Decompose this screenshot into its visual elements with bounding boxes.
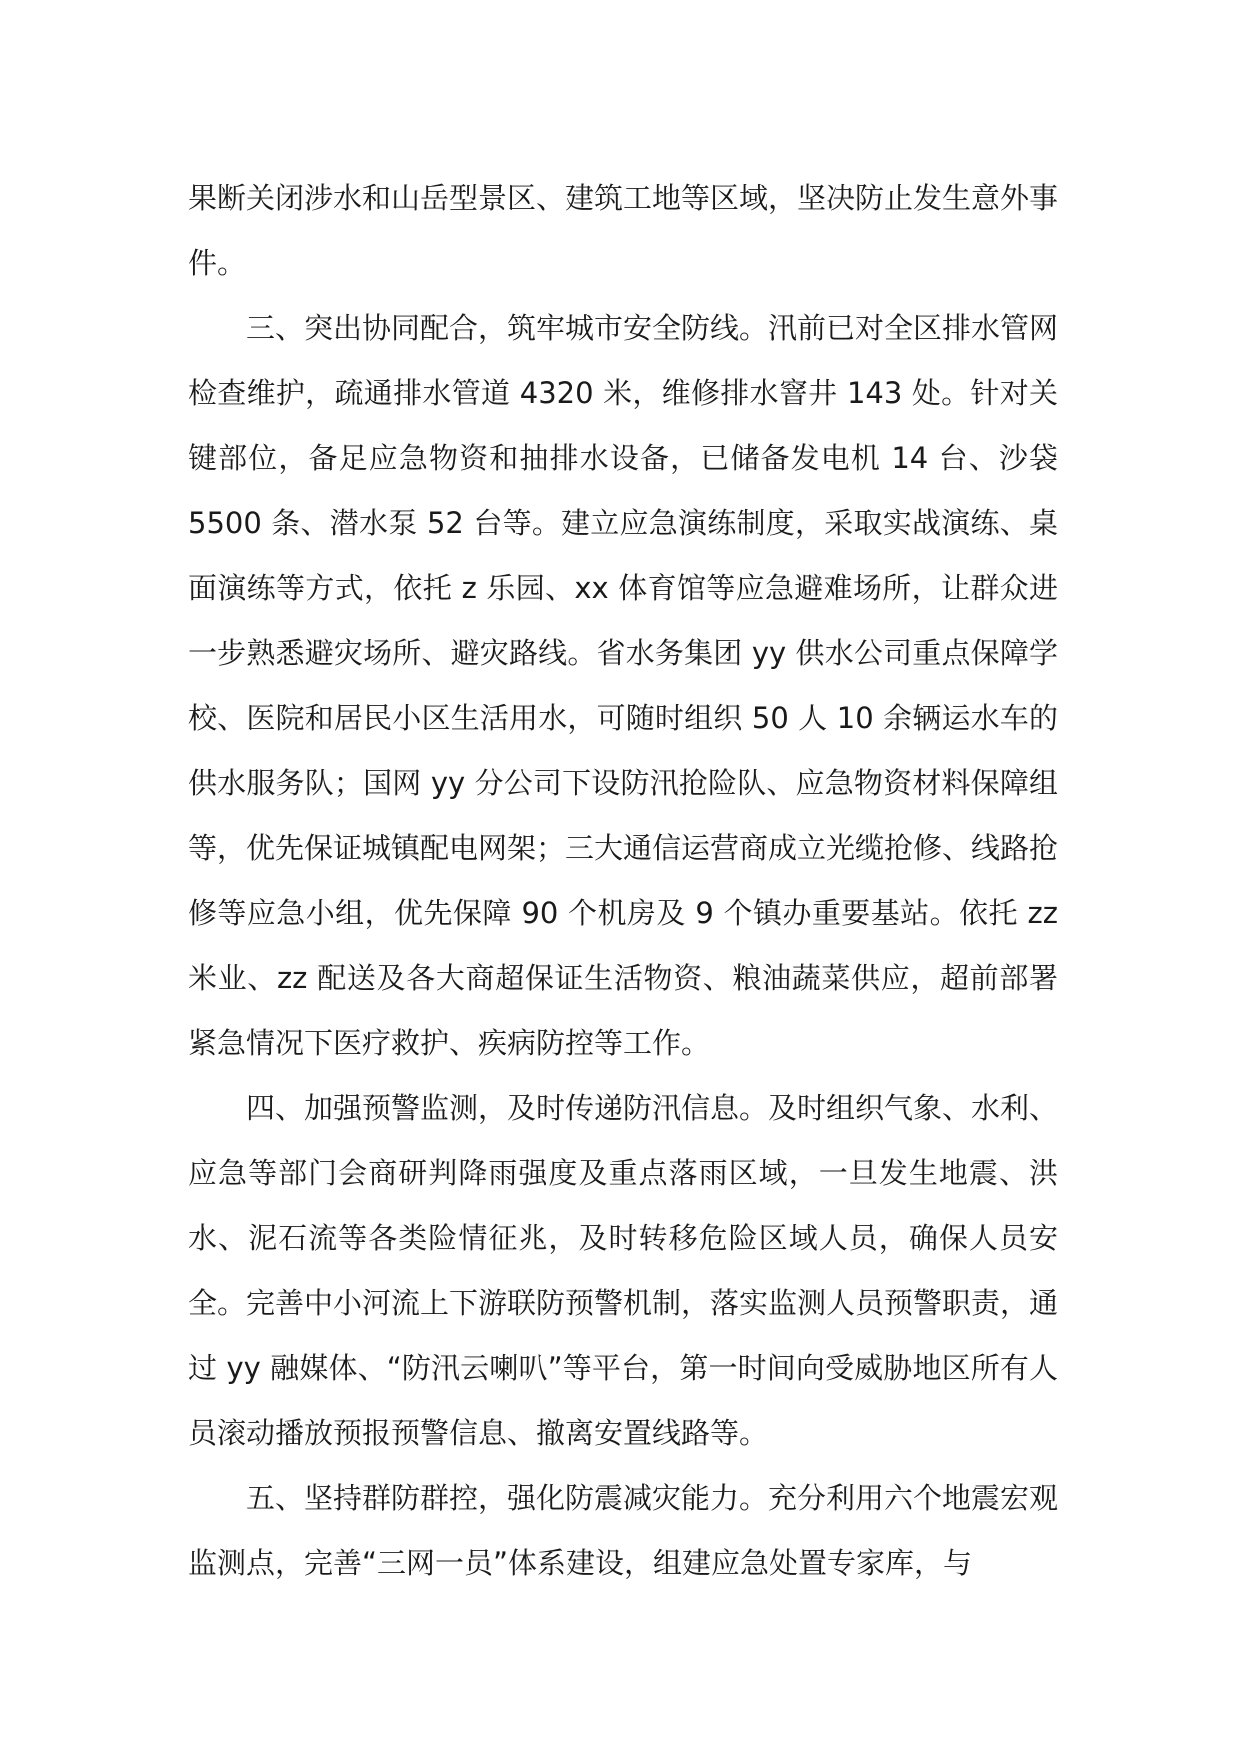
paragraph-section-three: 三、突出协同配合，筑牢城市安全防线。汛前已对全区排水管网检查维护，疏通排水管道 4320 米，维修排水窨井 143 处。针对关键部位，备足应急物资和抽排水设备，已储备发电机 14 台、沙袋 5500 条、潜水泵 52 台等。建立应急演练制度，采取实战演练、桌面演练等方式，依托 z 乐园、xx 体育馆等应急避难场所，让群众进一步熟悉避灾场所、避灾路线。省水务集团 yy 供水公司重点保障学校、医院和居民小区生活用水，可随时组织 50 人 10 余辆运水车的供水服务队；国网 yy 分公司下设防汛抢险队、应急物资材料保障组等，优先保证城镇配电网架；三大通信运营商成立光缆抢修、线路抢修等应急小组，优先保障 90 个机房及 9 个镇办重要基站。依托 zz 米业、zz 配送及各大商超保证生活物资、粮油蔬菜供应，超前部署紧急情况下医疗救护、疾病防控等工作。 [188, 311, 1059, 1060]
document-body [188, 166, 1058, 1596]
paragraph-section-four: 四、加强预警监测，及时传递防汛信息。及时组织气象、水利、应急等部门会商研判降雨强度及重点落雨区域，一旦发生地震、洪水、泥石流等各类险情征兆，及时转移危险区域人员，确保人员安全。完善中小河流上下游联防预警机制，落实监测人员预警职责，通过 yy 融媒体、“防汛云喇叭”等平台，第一时间向受威胁地区所有人员滚动播放预报预警信息、撤离安置线路等。 [188, 1091, 1059, 1450]
paragraph-section-five: 五、坚持群防群控，强化防震减灾能力。充分利用六个地震宏观监测点，完善“三网一员”体系建设，组建应急处置专家库，与 [188, 1481, 1059, 1580]
paragraph-continuation: 果断关闭涉水和山岳型景区、建筑工地等区域，坚决防止发生意外事件。 [188, 181, 1059, 280]
